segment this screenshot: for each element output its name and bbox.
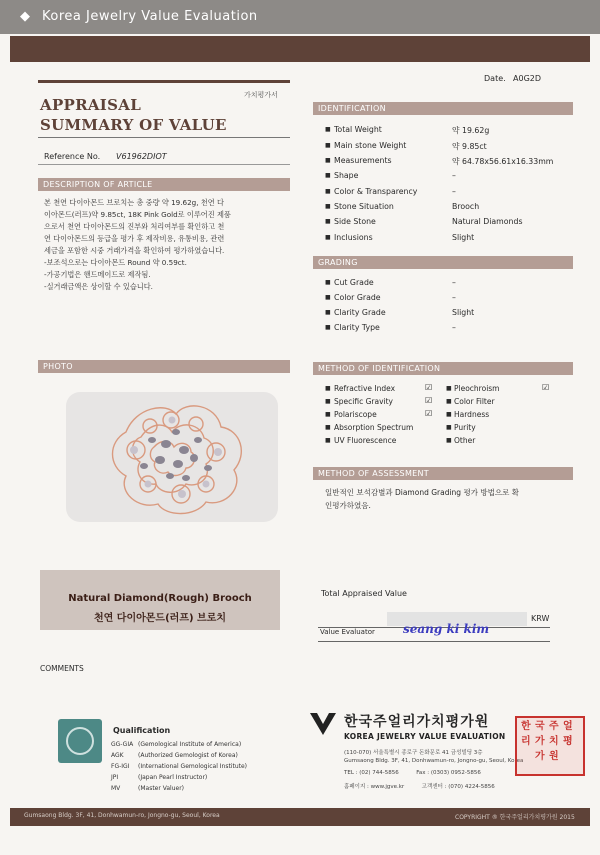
description-line: 세금을 포함한 시중 거래가격을 확인하여 평가하였습니다. (44, 246, 225, 255)
evaluator-signature: seang ki kim (403, 622, 490, 636)
seal-char: 치 (549, 736, 559, 747)
grading-value: – (452, 323, 456, 332)
description-line: 이아몬드(러프)약 9.85ct, 18K Pink Gold로 이루어진 제품 (44, 210, 231, 219)
identification-label: Total Weight (334, 125, 382, 134)
organization-contact: TEL : (02) 744-5856 Fax : (0303) 0952-5856 (344, 770, 481, 776)
identification-value: – (452, 187, 456, 196)
reference-label: Reference No. (44, 152, 101, 161)
description-line: 본 천연 다이아몬드 브로치는 총 중량 약 19.62g, 천연 다 (44, 198, 224, 207)
grading-label: Clarity Grade (334, 308, 386, 317)
bullet-icon: ■ (325, 294, 331, 301)
document-subtitle: 가치평가서 (244, 91, 278, 99)
identification-label: Color & Transparency (334, 187, 418, 196)
seal-char: 얼 (563, 721, 573, 732)
qualification-name: (Gemological Institute of America) (138, 741, 242, 748)
description-line: 으로서 천연 다이아몬드의 진부와 처리여부를 확인하고 천 (44, 222, 225, 231)
qualification-badge-icon (58, 719, 102, 763)
bullet-icon: ■ (446, 398, 452, 405)
bullet-icon: ■ (446, 437, 452, 444)
identification-value: Brooch (452, 202, 480, 211)
identification-value: – (452, 171, 456, 180)
organization-contact: 홈페이지 : www.jgve.kr 고객센터 : (070) 4224-5856 (344, 784, 495, 790)
bullet-icon: ■ (325, 324, 331, 331)
header-band (10, 36, 590, 62)
method-label: Other (454, 436, 476, 445)
identification-label: Inclusions (334, 233, 373, 242)
qualification-abbr: MV (111, 785, 121, 792)
grading-header: GRADING (313, 256, 573, 269)
seal-char: 가 (535, 736, 545, 747)
grading-label: Cut Grade (334, 278, 374, 287)
bullet-icon: ■ (325, 142, 331, 149)
checkbox-checked-icon: ☑ (425, 383, 433, 392)
official-seal (515, 716, 585, 776)
bullet-icon: ■ (325, 424, 331, 431)
title-divider (38, 137, 290, 138)
bullet-icon: ■ (446, 424, 452, 431)
bullet-icon: ■ (325, 279, 331, 286)
identification-value: 약 9.85ct (452, 142, 487, 151)
seal-char: 리 (521, 736, 531, 747)
description-header: DESCRIPTION OF ARTICLE (38, 178, 290, 191)
bullet-icon: ■ (325, 126, 331, 133)
qualification-name: (Japan Pearl Instructor) (138, 774, 208, 781)
currency-label: KRW (531, 614, 550, 623)
method-label: Specific Gravity (334, 397, 393, 406)
identification-label: Side Stone (334, 217, 376, 226)
bullet-icon: ■ (325, 398, 331, 405)
method-label: Hardness (454, 410, 490, 419)
bullet-icon: ■ (325, 203, 331, 210)
organization-logo-icon (309, 711, 337, 737)
footer-copyright: COPYRIGHT ® 한국주얼리가치평가원 2015 (455, 814, 575, 821)
identification-label: Main stone Weight (334, 141, 407, 150)
method-label: UV Fluorescence (334, 436, 397, 445)
description-text (44, 197, 284, 293)
seal-char: 국 (535, 721, 545, 732)
bullet-icon: ■ (325, 385, 331, 392)
banner-title: Korea Jewelry Value Evaluation (42, 9, 258, 24)
assessment-header: METHOD OF ASSESSMENT (313, 467, 573, 480)
assessment-line: 일반적인 보석감별과 Diamond Grading 평가 방법으로 확 (325, 488, 519, 497)
bullet-icon: ■ (325, 234, 331, 241)
method-label: Purity (454, 423, 476, 432)
diamond-logo-icon: ◆ (20, 9, 30, 24)
assessment-line: 인평가하였음. (325, 501, 371, 510)
identification-header: IDENTIFICATION (313, 102, 573, 115)
reference-divider (38, 164, 290, 165)
qualification-name: (Master Valuer) (138, 785, 185, 792)
bullet-icon: ■ (325, 172, 331, 179)
seal-char: 가 (535, 751, 545, 762)
identification-value: 약 64.78x56.61x16.33mm (452, 157, 554, 166)
footer-address: Gumsaong Bldg. 3F, 41, Donhwamun-ro, Jongno-gu, Seoul, Korea (24, 812, 220, 819)
identification-label: Shape (334, 171, 359, 180)
qualification-title: Qualification (113, 726, 171, 735)
total-appraised-value-label: Total Appraised Value (321, 589, 407, 598)
description-line: -보조석으로는 다이아몬드 Round 약 0.59ct. (44, 258, 187, 267)
checkbox-checked-icon: ☑ (542, 383, 550, 392)
method-header: METHOD OF IDENTIFICATION (313, 362, 573, 375)
grading-value: – (452, 278, 456, 287)
bullet-icon: ■ (325, 157, 331, 164)
organization-logo-shape (309, 711, 337, 737)
date-value: A0G2D (513, 74, 542, 83)
description-line: -실거래금액은 상이할 수 있습니다. (44, 282, 153, 291)
reference-value: V61962DIOT (116, 152, 167, 161)
method-label: Pleochroism (454, 384, 500, 393)
date-label: Date. (484, 74, 506, 83)
title-rule (38, 80, 290, 83)
bullet-icon: ■ (325, 188, 331, 195)
seal-char: 평 (563, 736, 573, 747)
identification-label: Measurements (334, 156, 392, 165)
identification-value: 약 19.62g (452, 126, 490, 135)
method-label: Refractive Index (334, 384, 396, 393)
item-name-korean: 천연 다이아몬드(러프) 브로치 (93, 613, 227, 624)
document-title-line1: APPRAISAL (40, 96, 142, 114)
identification-label: Stone Situation (334, 202, 394, 211)
assessment-text (325, 486, 565, 512)
evaluator-line (318, 641, 550, 642)
method-label: Polariscope (334, 410, 377, 419)
bullet-icon: ■ (325, 309, 331, 316)
grading-label: Clarity Type (334, 323, 380, 332)
seal-char: 주 (549, 721, 559, 732)
item-name-english: Natural Diamond(Rough) Brooch (68, 593, 252, 604)
identification-value: Slight (452, 233, 475, 242)
qualification-abbr: FG-IGI (111, 763, 130, 770)
seal-char: 원 (549, 751, 559, 762)
method-label: Absorption Spectrum (334, 423, 414, 432)
grading-value: Slight (452, 308, 475, 317)
checkbox-checked-icon: ☑ (425, 396, 433, 405)
organization-name-korean: 한국주얼리가치평가원 (344, 714, 490, 730)
brooch-photo (66, 392, 278, 522)
checkbox-checked-icon: ☑ (425, 409, 433, 418)
identification-value: Natural Diamonds (452, 217, 523, 226)
organization-name-english: KOREA JEWELRY VALUE EVALUATION (344, 732, 506, 741)
value-evaluator-label: Value Evaluator (320, 628, 375, 636)
grading-label: Color Grade (334, 293, 381, 302)
document-title-line2: SUMMARY OF VALUE (40, 116, 227, 134)
qualification-name: (International Gemological Institute) (138, 763, 248, 770)
brooch-image (66, 392, 278, 522)
qualification-abbr: AGK (111, 752, 124, 759)
bullet-icon: ■ (446, 385, 452, 392)
grading-value: – (452, 293, 456, 302)
method-label: Color Filter (454, 397, 495, 406)
comments-label: COMMENTS (40, 664, 84, 673)
description-line: -가공기법은 핸드메이드로 제작됨. (44, 270, 151, 279)
qualification-abbr: JPI (111, 774, 119, 781)
bullet-icon: ■ (325, 411, 331, 418)
bullet-icon: ■ (446, 411, 452, 418)
bullet-icon: ■ (325, 437, 331, 444)
bullet-icon: ■ (325, 218, 331, 225)
description-line: 연 다이아몬드의 등급을 평가 후 제작비용, 유통비용, 관련 (44, 234, 225, 243)
organization-address: (110-070) 서울특별시 종로구 돈화문로 41 금성빌딩 3층 (344, 750, 483, 756)
qualification-abbr: GG-GIA (111, 741, 134, 748)
organization-address: Gumsaong Bldg. 3F, 41, Donhwamun-ro, Jongno-gu, Seoul, Korea (344, 758, 524, 764)
photo-header: PHOTO (38, 360, 290, 373)
qualification-name: (Authorized Gemologist of Korea) (138, 752, 238, 759)
seal-char: 한 (521, 721, 531, 732)
